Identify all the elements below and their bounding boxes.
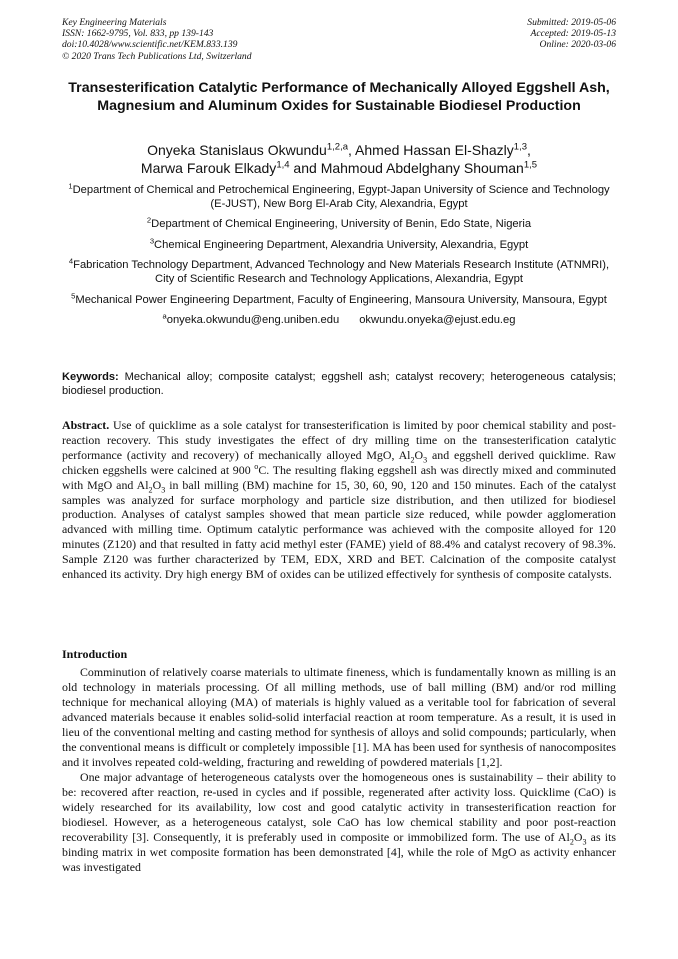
affiliation-text: Department of Chemical Engineering, University of Benin, Edo State, Nigeria <box>151 218 532 231</box>
submitted-date: Submitted: 2019-05-06 <box>527 17 616 28</box>
affiliation <box>62 238 616 252</box>
date-info <box>527 17 616 51</box>
affiliation <box>62 217 616 231</box>
author-affil-sup: 1,5 <box>523 159 538 171</box>
section-heading-introduction: Introduction <box>62 647 128 661</box>
author-list <box>62 141 616 177</box>
subscript: 3 <box>161 485 166 494</box>
email-marker: a <box>162 311 167 321</box>
email-line <box>62 313 616 327</box>
paragraph-text: as its binding matrix in wet composite formation has been demonstrated [4], while the role of MgO as activity enhancer was investigated <box>62 830 616 874</box>
email-secondary[interactable]: okwundu.onyeka@ejust.edu.eg <box>359 313 516 326</box>
keywords-block <box>62 370 616 398</box>
author-name: Marwa Farouk Elkady <box>140 160 277 176</box>
affiliation-text: Department of Chemical and Petrochemical Engineering, Egypt-Japan University of Science and Technology (E-JUST), New Borg El-Arab City, Alexandria, Egypt <box>72 184 610 210</box>
author-name: Mahmoud Abdelghany Shouman <box>320 160 524 176</box>
doi-line: doi:10.4028/www.scientific.net/KEM.833.139 <box>62 39 238 51</box>
abstract-text: Use of quicklime as a sole catalyst for transesterification is limited by poor chemical stability and post-reaction recovery. This study investigates the effect of dry milling time on the transesterification catalytic performance (activity and recovery) of mechanically alloyed MgO, Al <box>62 418 616 462</box>
affiliation-number: 2 <box>146 215 152 225</box>
abstract-text: O <box>152 477 162 492</box>
subscript: 2 <box>410 455 415 465</box>
journal-info <box>62 17 252 62</box>
subscript: 3 <box>423 455 428 465</box>
email-primary[interactable] <box>162 311 340 326</box>
author-affil-sup: 1,2,a <box>326 141 349 153</box>
author-separator: and <box>289 160 321 176</box>
abstract-text: C. The resulting flaking eggshell ash was directly mixed and comminuted with MgO and Al <box>62 462 616 492</box>
affiliation-text: Fabrication Technology Department, Advanced Technology and New Materials Research Institute (ATNMRI), City of Scientific Research and Technology Applications, Alexandria, Egypt <box>73 259 610 286</box>
abstract-text: and eggshell derived quicklime. Raw chicken eggshells were calcined at 900 <box>62 447 616 477</box>
paper-title: Transesterification Catalytic Performance of Mechanically Alloyed Eggshell Ash, Magnesium and Aluminum Oxides for Sustainable Biodiesel Production <box>68 80 610 114</box>
subscript: 3 <box>582 837 587 847</box>
page-header <box>62 17 616 65</box>
affiliation <box>62 258 616 286</box>
online-date: Online: 2020-03-06 <box>539 39 616 51</box>
author-name: Ahmed Hassan El-Shazly <box>355 142 514 158</box>
author-separator: , <box>527 142 531 158</box>
affiliation-number: 4 <box>68 256 74 266</box>
affiliation-number: 3 <box>149 236 155 246</box>
abstract-text: O <box>414 447 424 462</box>
affiliation <box>62 183 616 211</box>
affiliation-number: 5 <box>71 290 76 300</box>
author-separator: , <box>348 142 356 158</box>
copyright-line: © 2020 Trans Tech Publications Ltd, Switzerland <box>62 50 252 62</box>
journal-name: Key Engineering Materials <box>62 17 167 28</box>
author-affil-sup: 1,3 <box>513 141 528 153</box>
abstract-block <box>62 418 616 582</box>
paragraph <box>62 770 616 875</box>
keywords-text: Mechanical alloy; composite catalyst; eggshell ash; catalyst recovery; heterogeneous catalysis; biodiesel production. <box>62 371 616 397</box>
paragraph: Comminution of relatively coarse materials to ultimate fineness, which is fundamentally known as milling is an old technology in materials processing. Of all milling methods, use of ball milling (BM) and/or rod milling technique for mechanical alloying (MA) of materials is highly valued as a veritable tool for fabrication of several advanced materials because it enables solid-solid interfacial reaction at room temperature. As a result, it is used in lieu of the conventional melting and casting method for synthesis of alloys and solid compounds; particularly, when the conventional means is difficult or completely impossible [1]. MA has been used for synthesis of nanocomposites and it involves repeated cold-welding, fracturing and rewelding of powdered materials [1,2]. <box>62 665 616 769</box>
abstract-text: in ball milling (BM) machine for 15, 30, 60, 90, 120 and 150 minutes. Each of the catalyst samples was analyzed for surface morphology and particle size distribution, and then utilized for biodiesel production. Analyses of catalyst samples showed that mean particle size reduced, while powder agglomeration advanced with milling time. Optimum catalytic performance was achieved with the composite alloyed for 120 minutes (Z120) and that resulted in fatty acid methyl ester (FAME) yield of 88.4% and catalyst recovery of 98.3%. Sample Z120 was further characterized by TEM, EDX, XRD and BET. Calcination of the composite catalyst enhanced its activity. Dry high energy BM of oxides can be utilized effectively for synthesis of composite catalysts. <box>62 477 616 582</box>
paragraph-text: O <box>573 830 583 844</box>
subscript: 2 <box>148 485 153 494</box>
affiliation-text: Chemical Engineering Department, Alexandria University, Alexandria, Egypt <box>154 238 529 251</box>
affiliation <box>62 290 616 307</box>
introduction-body <box>62 665 616 875</box>
abstract-label: Abstract. <box>62 418 110 432</box>
author-affil-sup: 1,4 <box>276 159 290 171</box>
affiliation-list <box>62 183 616 333</box>
issn-line: ISSN: 1662-9795, Vol. 833, pp 139-143 <box>62 28 214 40</box>
email-address: onyeka.okwundu@eng.uniben.edu <box>166 313 340 326</box>
author-name: Onyeka Stanislaus Okwundu <box>147 142 327 158</box>
affiliation-number: 1 <box>68 181 73 191</box>
paragraph-text: One major advantage of heterogeneous catalysts over the homogeneous ones is sustainability – their ability to be: recovered after reaction, re-used in cycles and if possible, regenerated after activity loss. Quicklime (CaO) is widely researched for its availability, low cost and good catalytic activity in transesterification reaction for biodiesel. However, as a heterogeneous catalyst, sole CaO has low chemical stability and poor post-reaction recoverability [3]. Consequently, it is preferably used in composite or immobilized form. The use of Al <box>62 770 616 844</box>
degree-superscript: o <box>254 461 259 471</box>
affiliation-text: Mechanical Power Engineering Department, Faculty of Engineering, Mansoura University, Mansoura, Egypt <box>75 293 607 306</box>
keywords-label: Keywords: <box>62 371 119 383</box>
accepted-date: Accepted: 2019-05-13 <box>530 28 616 40</box>
subscript: 2 <box>569 837 574 847</box>
